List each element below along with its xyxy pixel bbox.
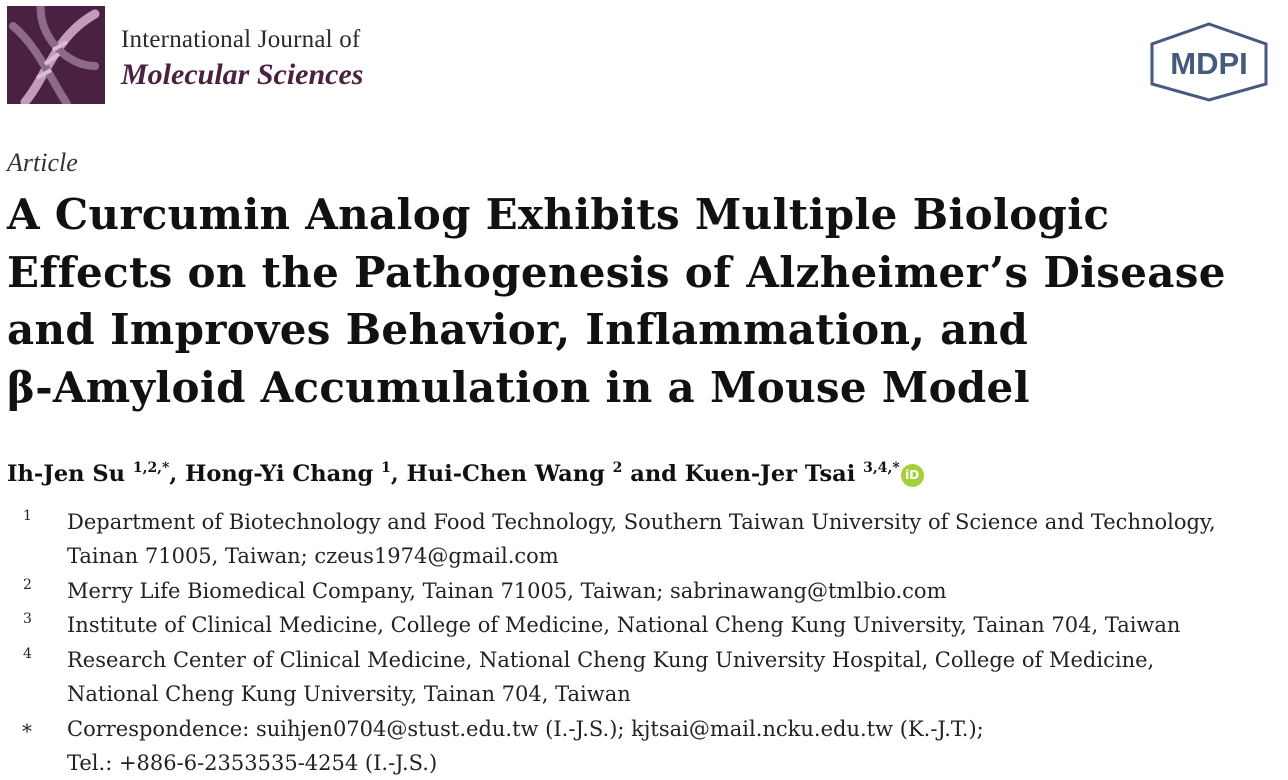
journal-name-line2: Molecular Sciences [121,58,364,91]
author-separator: , [169,461,186,487]
author-affiliation-marker: 1,2,* [132,460,170,476]
author-separator: and [622,461,685,487]
affiliation-marker: 1 [23,508,32,524]
affiliation-text: Department of Biotechnology and Food Technology, Southern Taiwan University of Science and Technology, [67,510,1216,534]
title-line: A Curcumin Analog Exhibits Multiple Biologic [7,190,1110,239]
affiliation-text: Merry Life Biomedical Company, Tainan 71005, Taiwan; sabrinawang@tmlbio.com [67,579,947,603]
article-title [7,186,1277,416]
author-separator: , [390,461,407,487]
journal-name-line1: International Journal of [121,26,361,53]
affiliation-marker: 3 [23,611,32,627]
affiliation-marker: 4 [23,646,32,662]
author-name[interactable]: Hui-Chen Wang [406,461,605,487]
affiliation-text: Research Center of Clinical Medicine, National Cheng Kung University Hospital, College of Medicine, [67,648,1155,672]
title-line: and Improves Behavior, Inflammation, and [7,305,1029,354]
author-affiliation-marker: 1 [381,460,391,476]
author-name[interactable]: Hong-Yi Chang [185,461,374,487]
author-list [7,461,924,487]
title-line: Effects on the Pathogenesis of Alzheimer’s Disease [7,247,1226,297]
publisher-name: MDPI [1170,46,1248,81]
dna-helix-icon [7,6,105,104]
orcid-icon[interactable]: iD [901,464,924,487]
journal-logo [7,6,105,104]
affiliation-marker: 2 [23,577,32,593]
author-name[interactable]: Kuen-Jer Tsai [684,461,856,487]
article-type: Article [7,148,78,177]
author-affiliation-marker: 2 [612,460,623,476]
author-name[interactable]: Ih-Jen Su [7,461,125,487]
author-affiliation-marker: 3,4,* [863,460,900,476]
affiliation-text: Institute of Clinical Medicine, College of Medicine, National Cheng Kung University, Tainan 704, Taiwan [67,613,1181,637]
publisher-logo [1148,22,1270,102]
correspondence-marker: * [22,719,32,743]
correspondence-phone: Tel.: +886-6-2353535-4254 (I.-J.S.) [67,751,438,775]
correspondence-text: Correspondence: suihjen0704@stust.edu.tw (I.-J.S.); kjtsai@mail.ncku.edu.tw (K.-J.T.); [67,717,984,741]
affiliation-text: National Cheng Kung University, Tainan 704, Taiwan [67,682,631,706]
affiliation-text: Tainan 71005, Taiwan; czeus1974@gmail.com [67,544,559,568]
title-line: β-Amyloid Accumulation in a Mouse Model [7,362,1030,412]
